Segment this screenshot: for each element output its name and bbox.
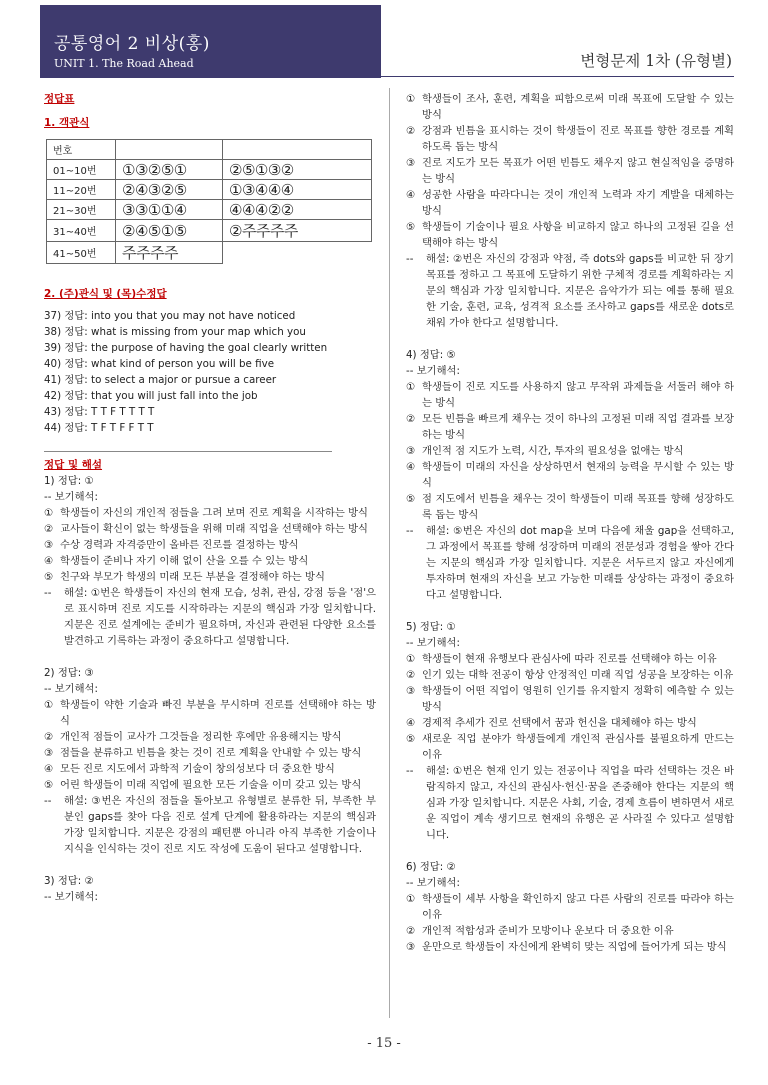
option-item	[406, 187, 734, 219]
left-questions	[44, 473, 376, 905]
answer-table	[46, 139, 372, 264]
option-item	[406, 491, 734, 523]
explanation	[406, 251, 734, 331]
options-label: -- 보기해석:	[44, 683, 98, 695]
option-item	[44, 777, 376, 793]
option-marker: ⑤	[44, 779, 54, 791]
option-item	[44, 553, 376, 569]
option-marker: ②	[44, 523, 54, 535]
spacer	[406, 331, 734, 347]
option-marker: ④	[406, 461, 416, 473]
option-text: 새로운 직업 분야가 학생들에게 개인적 관심사를 불필요하게 만드는 이유	[422, 733, 734, 761]
explanation-marker: --	[44, 587, 52, 599]
option-item	[44, 521, 376, 537]
option-text: 학생들이 진로 지도를 사용하지 않고 무작위 과제들을 서둘러 해야 하는 방식	[422, 381, 734, 409]
option-text: 경제적 추세가 진로 선택에서 꿈과 헌신을 대체해야 하는 방식	[422, 717, 697, 729]
answers-cell: ②④⑤①⑤	[116, 220, 223, 242]
right-questions	[406, 91, 734, 955]
book-title: 공통영어 2 비상(홍)	[54, 34, 210, 54]
answers-cell: ③③①①④	[116, 200, 223, 220]
option-item	[406, 715, 734, 731]
header-rule	[381, 76, 734, 77]
option-text: 학생들이 준비나 자기 이해 없이 산을 오를 수 있는 방식	[60, 555, 309, 567]
answers-cell: ①③④④④	[223, 180, 372, 200]
option-item	[406, 923, 734, 939]
option-marker: ⑤	[406, 493, 416, 505]
answers-cell: ④④④②②	[223, 200, 372, 220]
explanation-marker: --	[406, 253, 414, 265]
option-text: 학생들이 어떤 직업이 영원히 인기를 유지할지 정확히 예측할 수 있는 방식	[422, 685, 734, 713]
answer-key-heading: 정답표	[44, 93, 75, 105]
unit-title: UNIT 1. The Road Ahead	[54, 57, 194, 70]
option-item	[406, 443, 734, 459]
spacer	[406, 603, 734, 619]
explanation-marker: --	[406, 525, 414, 537]
option-item	[406, 123, 734, 155]
option-text: 학생들이 조사, 훈련, 계획을 피함으로써 미래 목표에 도달할 수 있는 방식	[422, 93, 734, 121]
option-marker: ①	[406, 893, 416, 905]
table-header-cell: 번호	[47, 140, 116, 160]
option-text: 학생들이 미래의 자신을 상상하면서 현재의 능력을 무시할 수 있는 방식	[422, 461, 734, 489]
answer-line: 3) 정답: ②	[44, 875, 94, 887]
explanation-heading: 정답 및 해설	[44, 459, 103, 471]
explanation	[406, 763, 734, 843]
option-text: 학생들이 기술이나 필요 사항을 비교하지 않고 하나의 고정된 길을 선택해야 하는 방식	[422, 221, 734, 249]
short-answer: 42) 정답: that you will just fall into the job	[44, 390, 258, 402]
range-cell: 31~40번	[47, 220, 116, 242]
option-item	[44, 745, 376, 761]
short-answer: 37) 정답: into you that you may not have noticed	[44, 310, 296, 322]
table-row	[47, 220, 372, 242]
answers-cell: ②⑤①③②	[223, 160, 372, 180]
option-text: 운만으로 학생들이 자신에게 완벽히 맞는 직업에 들어가게 되는 방식	[422, 941, 727, 953]
option-text: 교사들이 확신이 없는 학생들을 위해 미래 직업을 선택해야 하는 방식	[60, 523, 368, 535]
answers-cell: ②주주주주	[223, 220, 372, 242]
table-row	[47, 160, 372, 180]
table-row	[47, 180, 372, 200]
option-text: 학생들이 약한 기술과 빠진 부분을 무시하며 진로를 선택해야 하는 방식	[60, 699, 376, 727]
page-number: - 15 -	[367, 1036, 401, 1051]
answer-line: 6) 정답: ②	[406, 861, 456, 873]
option-marker: ②	[406, 125, 416, 137]
option-text: 학생들이 세부 사항을 확인하지 않고 다른 사람의 진로를 따라야 하는 이유	[422, 893, 734, 921]
option-item	[406, 651, 734, 667]
option-marker: ⑤	[44, 571, 54, 583]
options-label: -- 보기해석:	[406, 877, 460, 889]
explanation-text: 해설: ③번은 자신의 점들을 돌아보고 유형별로 분류한 뒤, 부족한 부분인 gaps를 찾아 다음 진로 설계 단계에 활용하라는 지문의 핵심과 가장 일치합니다. 지문은 강점의 패턴뿐 아니라 아직 부족한 기술이나 지식을 인식하는 것이 진로 지도 작성에 도움이 된다고 설명합니다.	[64, 795, 376, 855]
option-marker: ③	[406, 941, 416, 953]
range-cell: 01~10번	[47, 160, 116, 180]
option-item	[44, 761, 376, 777]
option-marker: ①	[406, 381, 416, 393]
option-marker: ③	[406, 685, 416, 697]
option-item	[44, 569, 376, 585]
header-banner	[40, 5, 381, 78]
option-item	[406, 683, 734, 715]
explanation	[44, 585, 376, 649]
option-text: 어린 학생들이 미래 직업에 필요한 모든 기술을 이미 갖고 있는 방식	[60, 779, 362, 791]
table-header-row	[47, 140, 372, 160]
option-marker: ②	[406, 669, 416, 681]
option-item	[406, 939, 734, 955]
short-answer: 43) 정답: T T F T T T T	[44, 406, 155, 418]
short-answer-list	[44, 308, 376, 436]
answers-cell: ②④③②⑤	[116, 180, 223, 200]
section-divider	[44, 451, 332, 452]
explanation-text: 해설: ①번은 현재 인기 있는 전공이나 직업을 따라 선택하는 것은 바람직하지 않고, 자신의 관심사·헌신·꿈을 존중해야 한다는 지문의 핵심과 가장 일치합니다. 지문은 사회, 기술, 경제 흐름이 변하면서 새로운 직업이 계속 생기므로 현재의 유행은 곧 사라질 수 있다고 설명합니다.	[426, 765, 734, 841]
range-cell: 21~30번	[47, 200, 116, 220]
short-answer: 38) 정답: what is missing from your map which you	[44, 326, 306, 338]
explanation-text: 해설: ⑤번은 자신의 dot map을 보며 다음에 채울 gap을 선택하고, 그 과정에서 목표를 향해 성장하며 미래의 전문성과 경험을 쌓아 간다는 지문의 핵심과 가장 일치합니다. 지문은 서두르지 않고 자신에게 투자하며 현재의 자신을 보고 가능한 미래를 상상하는 과정이 중요하다고 설명합니다.	[426, 525, 734, 601]
column-divider	[389, 88, 390, 1018]
short-answer: 39) 정답: the purpose of having the goal clearly written	[44, 342, 328, 354]
option-item	[406, 219, 734, 251]
spacer	[44, 649, 376, 665]
option-text: 진로 지도가 모든 목표가 어떤 빈틈도 채우지 않고 현실적임을 증명하는 방식	[422, 157, 734, 185]
table-row	[47, 200, 372, 220]
option-marker: ③	[406, 445, 416, 457]
options-label: -- 보기해석:	[406, 637, 460, 649]
options-label: -- 보기해석:	[44, 891, 98, 903]
option-text: 모든 빈틈을 빠르게 채우는 것이 하나의 고정된 미래 직업 결과를 보장하는 방식	[422, 413, 734, 441]
explanation-text: 해설: ①번은 학생들이 자신의 현재 모습, 성취, 관심, 강점 등을 '점'으로 표시하며 진로 지도를 시작하라는 지문의 핵심과 가장 일치합니다. 지문은 진로 설계에는 준비가 필요하며, 자신과 관련된 다양한 요소를 발견하고 기록하는 과정이 중요하다고 설명합니다.	[64, 587, 376, 647]
option-text: 점 지도에서 빈틈을 채우는 것이 학생들이 미래 목표를 향해 성장하도록 돕는 방식	[422, 493, 734, 521]
explanation-marker: --	[44, 795, 52, 807]
option-text: 모든 진로 지도에서 과학적 기술이 창의성보다 더 중요한 방식	[60, 763, 335, 775]
explanation	[44, 793, 376, 857]
table-row	[47, 242, 372, 264]
option-marker: ②	[406, 925, 416, 937]
option-marker: ①	[44, 507, 54, 519]
explanation	[406, 523, 734, 603]
option-marker: ①	[44, 699, 54, 711]
answer-line: 2) 정답: ③	[44, 667, 94, 679]
range-cell: 41~50번	[47, 242, 116, 264]
option-item	[44, 729, 376, 745]
option-marker: ④	[44, 555, 54, 567]
option-marker: ⑤	[406, 733, 416, 745]
option-text: 개인적 적합성과 준비가 모방이나 운보다 더 중요한 이유	[422, 925, 674, 937]
spacer	[406, 843, 734, 859]
range-cell: 11~20번	[47, 180, 116, 200]
option-item	[406, 891, 734, 923]
option-item	[44, 537, 376, 553]
option-marker: ③	[44, 747, 54, 759]
short-answer-heading: 2. (주)관식 및 (목)수정답	[44, 288, 167, 300]
option-marker: ⑤	[406, 221, 416, 233]
option-item	[406, 731, 734, 763]
option-item	[406, 91, 734, 123]
option-text: 개인적 점 지도가 노력, 시간, 투자의 필요성을 없애는 방식	[422, 445, 684, 457]
explanation-text: 해설: ②번은 자신의 강점과 약점, 즉 dots와 gaps를 비교한 뒤 장기 목표를 정하고 그 목표에 도달하기 위한 구체적 경로를 계획하라는 지문의 핵심과 가장 일치합니다. 지문은 음악가가 되는 예를 통해 필요한 기술, 훈련, 교육, 성격적 요소를 조사하고 gaps를 새로운 dots로 채워 가야 한다고 설명합니다.	[426, 253, 734, 329]
options-label: -- 보기해석:	[406, 365, 460, 377]
spacer	[44, 857, 376, 873]
options-label: -- 보기해석:	[44, 491, 98, 503]
option-text: 학생들이 현재 유행보다 관심사에 따라 진로를 선택해야 하는 이유	[422, 653, 717, 665]
left-column	[44, 91, 376, 905]
option-text: 성공한 사람을 따라다니는 것이 개인적 노력과 자기 계발을 대체하는 방식	[422, 189, 734, 217]
option-text: 인기 있는 대학 전공이 항상 안정적인 미래 직업 성공을 보장하는 이유	[422, 669, 734, 681]
option-text: 친구와 부모가 학생의 미래 모든 부분을 결정해야 하는 방식	[60, 571, 325, 583]
option-text: 강점과 빈틈을 표시하는 것이 학생들이 진로 목표를 향한 경로를 계획하도록 돕는 방식	[422, 125, 734, 153]
right-column	[406, 91, 734, 955]
option-item	[406, 411, 734, 443]
answers-cell: 주주주주	[116, 242, 223, 264]
page-subtitle: 변형문제 1차 (유형별)	[580, 52, 732, 70]
answer-line: 5) 정답: ①	[406, 621, 456, 633]
option-marker: ④	[44, 763, 54, 775]
option-marker: ④	[406, 189, 416, 201]
option-text: 개인적 점들이 교사가 그것들을 정리한 후에만 유용해지는 방식	[60, 731, 342, 743]
option-item	[406, 667, 734, 683]
option-item	[406, 459, 734, 491]
option-text: 수상 경력과 자격증만이 올바른 진로를 결정하는 방식	[60, 539, 299, 551]
answers-cell: ①③②⑤①	[116, 160, 223, 180]
objective-heading: 1. 객관식	[44, 117, 90, 129]
option-text: 점들을 분류하고 빈틈을 찾는 것이 진로 계획을 안내할 수 있는 방식	[60, 747, 362, 759]
option-text: 학생들이 자신의 개인적 점들을 그려 보며 진로 계획을 시작하는 방식	[60, 507, 368, 519]
option-marker: ①	[406, 653, 416, 665]
option-marker: ②	[44, 731, 54, 743]
option-item	[44, 697, 376, 729]
option-marker: ①	[406, 93, 416, 105]
option-marker: ②	[406, 413, 416, 425]
short-answer: 41) 정답: to select a major or pursue a career	[44, 374, 277, 386]
short-answer: 44) 정답: T F T F F T T	[44, 422, 154, 434]
option-marker: ④	[406, 717, 416, 729]
option-marker: ③	[406, 157, 416, 169]
option-item	[44, 505, 376, 521]
option-item	[406, 155, 734, 187]
answer-line: 1) 정답: ①	[44, 475, 94, 487]
explanation-marker: --	[406, 765, 414, 777]
answer-line: 4) 정답: ⑤	[406, 349, 456, 361]
short-answer: 40) 정답: what kind of person you will be five	[44, 358, 275, 370]
option-item	[406, 379, 734, 411]
option-marker: ③	[44, 539, 54, 551]
